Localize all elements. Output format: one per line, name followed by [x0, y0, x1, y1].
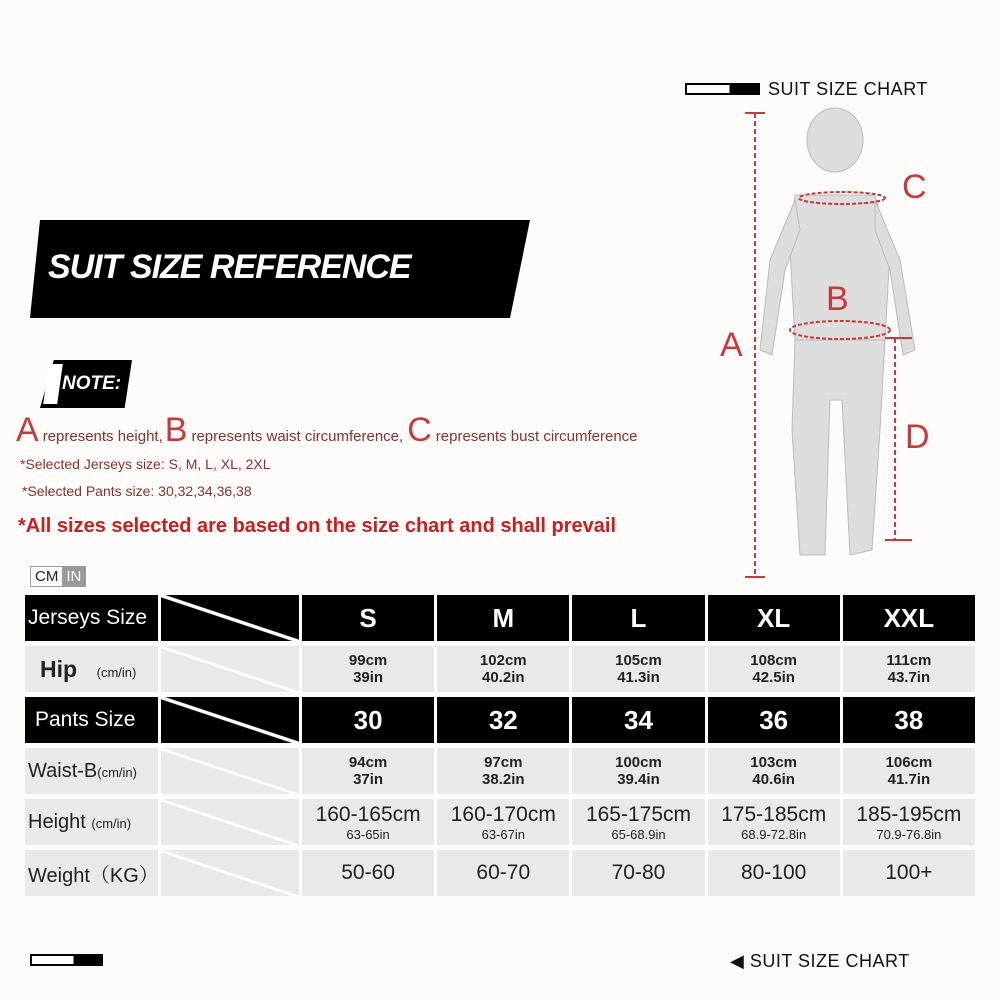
size-l: L — [572, 595, 704, 641]
height-unit: (cm/in) — [91, 815, 132, 831]
bar-icon — [30, 954, 103, 966]
diagonal-cell — [161, 595, 299, 641]
selected-jerseys: *Selected Jerseys size: S, M, L, XL, 2XL — [20, 456, 271, 472]
waist-label-cell — [25, 748, 158, 794]
triangle-left-icon: ◀ — [730, 951, 750, 971]
hip-cell: 108cm 42.5in — [708, 646, 840, 692]
bar-icon — [685, 83, 760, 95]
label-c: C — [902, 168, 927, 206]
hip-cell: 102cm 40.2in — [437, 646, 569, 692]
hip-unit: (cm/in) — [96, 664, 137, 680]
pants-label: Pants Size — [25, 697, 158, 743]
weight-cell: 70-80 — [572, 850, 704, 896]
hip-cell: 105cm 41.3in — [572, 646, 704, 692]
label-b: B — [826, 280, 849, 318]
footer-title: SUIT SIZE CHART — [749, 951, 910, 971]
jersey-label: Jerseys Size — [25, 595, 158, 641]
hip-cell: 111cm 43.7in — [843, 646, 975, 692]
diagonal-cell — [161, 748, 299, 794]
pants-header-row — [25, 697, 975, 743]
figure-illustration — [700, 100, 960, 590]
legend-a-text: represents height, — [42, 428, 163, 445]
height-cell: 185-195cm 70.9-76.8in — [843, 799, 975, 845]
height-label: Height — [28, 810, 86, 833]
size-36: 36 — [708, 697, 840, 743]
legend-b-text: represents waist circumference, — [191, 428, 404, 445]
diagonal-cell — [161, 646, 299, 692]
legend-c: C — [407, 411, 432, 449]
unit-cm[interactable]: CM — [35, 568, 59, 585]
legend-b: B — [164, 411, 188, 449]
diagonal-cell — [161, 850, 299, 896]
size-xxl: XXL — [843, 595, 975, 641]
legend-c-text: represents bust circumference — [435, 428, 638, 445]
size-m: M — [437, 595, 569, 641]
size-xl: XL — [708, 595, 840, 641]
hip-label-cell — [25, 646, 158, 692]
jersey-header-row — [25, 595, 975, 641]
unit-in[interactable]: IN — [62, 567, 85, 586]
legend — [16, 411, 638, 449]
waist-cell: 106cm 41.7in — [843, 748, 975, 794]
weight-cell: 60-70 — [437, 850, 569, 896]
banner-title: SUIT SIZE REFERENCE — [48, 248, 411, 286]
height-cell: 165-175cm 65-68.9in — [572, 799, 704, 845]
height-cell: 160-165cm 63-65in — [302, 799, 434, 845]
weight-cell: 100+ — [843, 850, 975, 896]
weight-cell: 80-100 — [708, 850, 840, 896]
weight-cell: 50-60 — [302, 850, 434, 896]
size-table — [22, 590, 978, 901]
diagonal-cell — [161, 799, 299, 845]
rider-silhouette — [760, 108, 915, 555]
weight-row — [25, 850, 975, 896]
hip-cell: 99cm 39in — [302, 646, 434, 692]
size-s: S — [302, 595, 434, 641]
height-cell: 175-185cm 68.9-72.8in — [708, 799, 840, 845]
size-32: 32 — [437, 697, 569, 743]
waist-unit: (cm/in) — [97, 764, 137, 780]
chart-title-top: SUIT SIZE CHART — [768, 79, 928, 99]
size-30: 30 — [302, 697, 434, 743]
note-label: NOTE: — [62, 373, 122, 394]
warning: *All sizes selected are based on the size chart and shall prevail — [18, 515, 617, 537]
hip-row — [25, 646, 975, 692]
unit-toggle[interactable] — [30, 566, 86, 587]
label-d: D — [905, 418, 930, 456]
size-38: 38 — [843, 697, 975, 743]
legend-a: A — [16, 411, 39, 449]
weight-label: Weight（KG） — [25, 850, 158, 896]
waist-cell: 97cm 38.2in — [437, 748, 569, 794]
waist-label: Waist-B — [28, 759, 98, 782]
diagonal-cell — [161, 697, 299, 743]
waist-cell: 94cm 37in — [302, 748, 434, 794]
height-cell: 160-170cm 63-67in — [437, 799, 569, 845]
hip-label: Hip — [40, 655, 78, 682]
waist-row — [25, 748, 975, 794]
waist-cell: 100cm 39.4in — [572, 748, 704, 794]
selected-pants: *Selected Pants size: 30,32,34,36,38 — [22, 483, 252, 499]
height-label-cell — [25, 799, 158, 845]
height-row — [25, 799, 975, 845]
waist-cell: 103cm 40.6in — [708, 748, 840, 794]
size-34: 34 — [572, 697, 704, 743]
label-a: A — [720, 326, 743, 364]
chart-title-bottom — [730, 951, 910, 972]
